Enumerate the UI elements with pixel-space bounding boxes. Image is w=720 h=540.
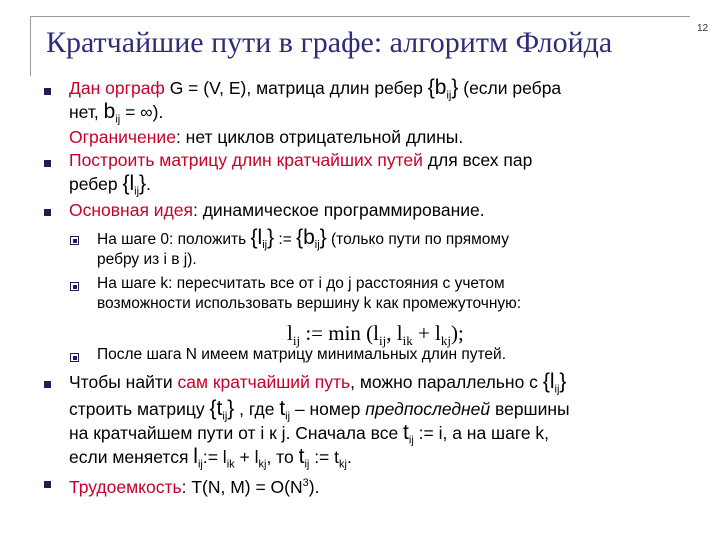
bullet-4-line-4: если меняется $l_{ij}:= l_{ik} + l_{kj}$, то $t_{ij}$ := $t_{kj}$. bbox=[69, 445, 352, 471]
bullet-marker bbox=[44, 160, 51, 167]
sub-bullet-1-line-1: На шаге 0: положить $\{l_{ij}\}$ := $\{b_{ij}\}$ (только пути по прямому bbox=[97, 226, 509, 252]
bullet-1-line-1: Дан орграф G = (V, E), матрица длин ребер $\{b_{ij}\}$ (если ребра bbox=[69, 76, 562, 102]
sub-bullet-marker bbox=[70, 282, 79, 291]
bullet-marker bbox=[44, 381, 51, 388]
page-number: 12 bbox=[697, 23, 709, 34]
bullet-2-line-1: Построить матрицу длин кратчайших путей для всех пар bbox=[69, 150, 533, 170]
bullet-2-line-2: ребер $\{l_{ij}\}$. bbox=[69, 172, 151, 198]
bullet-4-line-2: строить матрицу $\{t_{ij}\}$ , где $t_{ij}$ – номер предпоследней вершины bbox=[69, 397, 570, 423]
bullet-marker bbox=[44, 88, 51, 95]
sub-bullet-2-line-1: На шаге k: пересчитать все от i до j расстояния с учетом bbox=[97, 275, 505, 292]
bullet-marker bbox=[44, 481, 51, 488]
bullet-1-line-3: Ограничение: нет циклов отрицательной длины. bbox=[69, 127, 464, 147]
sub-bullet-2-line-2: возможности использовать вершину k как промежуточную: bbox=[97, 295, 522, 312]
bullet-5-line-1: Трудоемкость: T(N, $M) = O(N^3)$. bbox=[69, 476, 320, 497]
bullet-3-line-1: Основная идея: динамическое программирование. bbox=[69, 200, 485, 220]
sub-bullet-marker bbox=[70, 353, 79, 362]
bullet-4-line-1: Чтобы найти сам кратчайший путь, можно параллельно с $\{l_{ij}\}$ bbox=[69, 370, 567, 396]
sub-bullet-1-line-2: ребру из i в j). bbox=[97, 251, 197, 268]
sub-bullet-3-line-1: После шага N имеем матрицу минимальных длин путей. bbox=[97, 346, 506, 363]
bullet-4-line-3: на кратчайшем пути от i к j. Сначала все $t_{ij}$ := i, а на шаге k, bbox=[69, 421, 550, 447]
sub-bullet-marker bbox=[70, 236, 79, 245]
recurrence-formula: $l_{ij}$ := $\min (l_{ij}$, $l_{ik} + l_{kj}$); bbox=[287, 321, 464, 349]
bullet-1-line-2: нет, $b_{ij}$ = ∞). bbox=[69, 100, 164, 126]
bullet-marker bbox=[44, 209, 51, 216]
slide-title: Кратчайшие пути в графе: алгоритм Флойда bbox=[46, 26, 613, 59]
